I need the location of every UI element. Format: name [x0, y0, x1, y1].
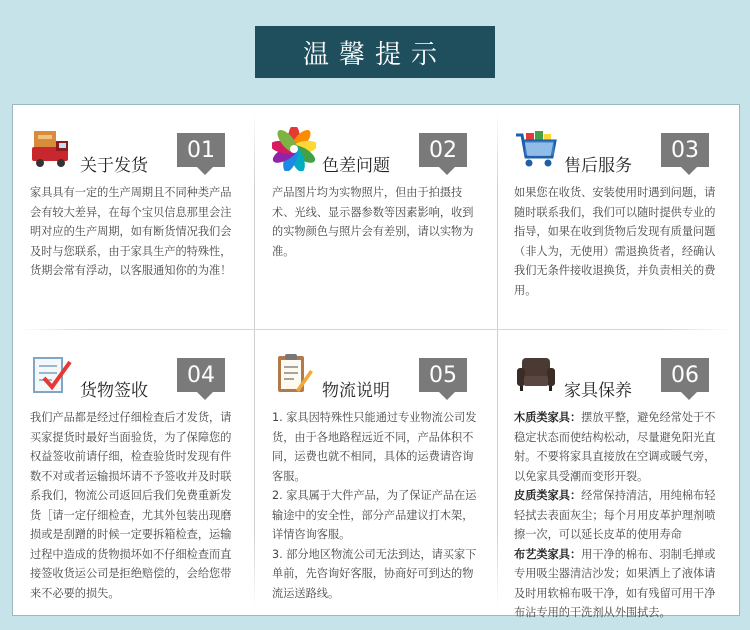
- care-paragraph: 布艺类家具：用干净的棉布、羽制毛掸或专用吸尘器清洁沙发；如果洒上了液体请及时用软棉布吸干净，如有残留可用干净布沾专用的干洗剂从外围拭去。: [514, 547, 716, 619]
- card-receipt: [13, 330, 255, 600]
- card-number-badge: 05: [419, 358, 467, 392]
- card-after-sales: [497, 105, 739, 360]
- card-body: [272, 183, 483, 261]
- card-body: [272, 408, 483, 603]
- card-paragraph: 产品图片均为实物照片，但由于拍摄技术、光线、显示器参数等因素影响，收到的实物颜色与照片会有差别，请以实物为准。: [272, 186, 474, 258]
- care-category-label: 木质类家具：: [514, 411, 582, 424]
- card-body: [30, 183, 241, 281]
- card-color-difference: [255, 105, 497, 360]
- card-number-badge: 01: [177, 133, 225, 167]
- card-number-badge: 04: [177, 358, 225, 392]
- card-number-badge: 06: [661, 358, 709, 392]
- card-delivery: [13, 105, 255, 360]
- clipboard-icon: [272, 352, 316, 396]
- card-paragraph: 如果您在收货、安装使用时遇到问题，请随时联系我们，我们可以随时提供专业的指导，如果在收到货物后发现有质量问题（非人为，无使用）需退换货者，经确认我们无条件接收退换货，并负责相关的费用。: [514, 186, 716, 297]
- card-title: 色差问题: [322, 156, 390, 176]
- card-title: 售后服务: [564, 156, 632, 176]
- armchair-icon: [514, 352, 558, 396]
- card-furniture-care: [497, 330, 739, 619]
- tips-panel: [12, 104, 740, 619]
- card-body: [30, 408, 241, 603]
- care-paragraph: 木质类家具：摆放平整，避免经常处于不稳定状态而使结构松动，尽量避免阳光直射。不要将家具直接放在空调或暖气旁，以免家具受潮而变形开裂。: [514, 411, 716, 483]
- card-paragraph: 2. 家具属于大件产品，为了保证产品在运输途中的安全性，部分产品建议打木架，详情咨询客服。: [272, 489, 477, 541]
- banner-title: 温馨提示: [302, 39, 447, 70]
- card-title: 货物签收: [80, 381, 148, 401]
- care-paragraph: 皮质类家具：经常保持清洁，用纯棉布轻轻拭去表面灰尘；每个月用皮革护理剂喷擦一次，可以延长皮革的使用寿命: [514, 489, 716, 541]
- delivery-truck-icon: [30, 127, 74, 171]
- card-logistics: [255, 330, 497, 600]
- checklist-icon: [30, 352, 74, 396]
- card-paragraph: 3. 部分地区物流公司无法到达，请买家下单前，先咨询好客服，协商好可到达的物流运送路线。: [272, 547, 477, 600]
- card-body: [514, 408, 725, 623]
- care-category-label: 皮质类家具：: [514, 489, 582, 502]
- card-paragraph: 我们产品都是经过仔细检查后才发货，请买家提货时最好当面验货，为了保障您的权益签收前请仔细，检查验货时发现有件数不对或者运输损坏请不予签收并及时联系我们，物流公司返回后我们免费重新发货［请一定仔细检查，尤其外包装出现磨损或是刮蹭的时候一定要拆箱检查，运输过程中造成的货物损坏如不仔细检查而直接签收货运公司是拒绝赔偿的，会给您带来不必要的损失。: [30, 411, 232, 600]
- page-banner: [255, 26, 495, 78]
- care-category-label: 布艺类家具：: [514, 547, 582, 561]
- card-number-badge: 03: [661, 133, 709, 167]
- card-title: 关于发货: [80, 156, 148, 176]
- card-paragraph: 1. 家具因特殊性只能通过专业物流公司发货，由于各地路程远近不同，产品体积不同，运费也就不相同，具体的运费请咨询客服。: [272, 411, 477, 483]
- card-body: [514, 183, 725, 300]
- card-number-badge: 02: [419, 133, 467, 167]
- card-title: 物流说明: [322, 381, 390, 401]
- card-paragraph: 家具具有一定的生产周期且不同种类产品会有较大差异，在每个宝贝信息那里会注明对应的生产周期，如有断货情况我们会及时与您联系，由于家具生产的特殊性，货期会常有浮动，以客服通知你的为准！: [30, 186, 232, 277]
- color-wheel-icon: [272, 127, 316, 171]
- shopping-cart-icon: [514, 127, 558, 171]
- card-title: 家具保养: [564, 381, 632, 401]
